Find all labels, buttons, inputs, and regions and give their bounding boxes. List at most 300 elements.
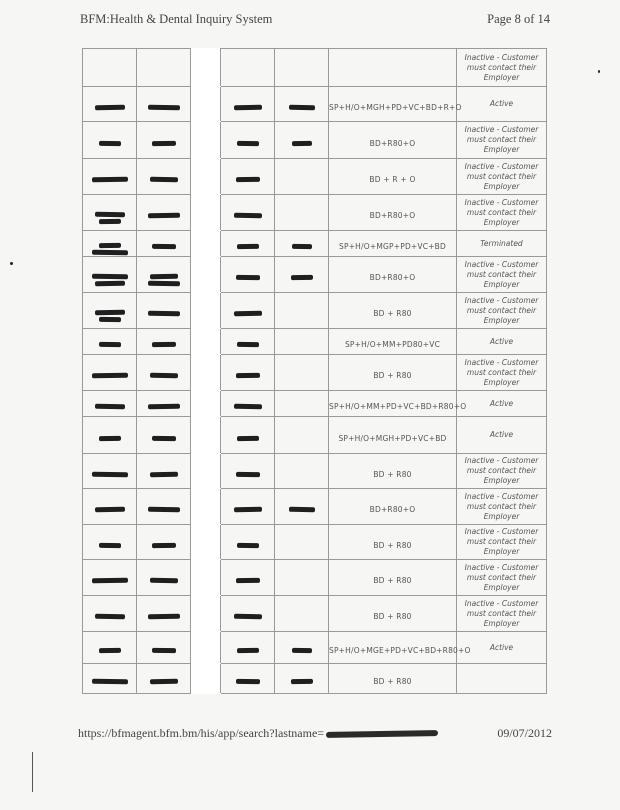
redaction-group	[236, 373, 260, 378]
table-cell	[137, 257, 191, 293]
table-cell	[137, 195, 191, 231]
table-row	[83, 231, 547, 257]
redaction-mark	[94, 507, 124, 513]
redaction-group	[236, 177, 260, 182]
redaction-mark	[147, 280, 179, 286]
table-cell	[275, 355, 329, 391]
table-cell	[221, 391, 275, 417]
redaction-mark	[98, 218, 120, 223]
blank-column-cell	[191, 49, 221, 87]
plan-code: SP+H/O+MM+PD80+VC	[344, 340, 441, 349]
plan-cell	[329, 355, 457, 391]
blank-column-cell	[191, 391, 221, 417]
status-text: Inactive - Customer must contact their Employer	[464, 52, 539, 82]
redaction-mark	[233, 404, 261, 409]
redaction-group	[92, 243, 128, 255]
table-cell	[275, 257, 329, 293]
redaction-mark	[147, 213, 179, 219]
table-cell	[83, 355, 137, 391]
redaction-mark	[94, 309, 124, 315]
redaction-mark	[98, 342, 120, 347]
status-text: Inactive - Customer must contact their Employer	[464, 125, 539, 154]
redaction-mark	[151, 648, 175, 653]
table-cell	[221, 122, 275, 159]
table-cell	[275, 293, 329, 329]
redaction-mark	[235, 275, 259, 280]
redaction-group	[291, 679, 313, 684]
table-cell	[137, 560, 191, 596]
redaction-group	[92, 373, 128, 378]
table-cell	[137, 664, 191, 694]
redaction-group	[237, 141, 259, 146]
page-header	[80, 12, 550, 27]
plan-cell	[329, 596, 457, 632]
redaction-group	[236, 679, 260, 684]
redaction-group	[148, 614, 180, 619]
plan-code: SP+H/O+MM+PD+VC+BD+R80+O	[329, 402, 467, 411]
status-cell	[457, 632, 547, 664]
plan-code: BD+R80+O	[369, 138, 416, 148]
table-cell	[275, 231, 329, 257]
blank-column-cell	[191, 329, 221, 355]
redaction-mark	[91, 679, 127, 685]
plan-code: BD+R80+O	[369, 211, 416, 220]
redaction-mark	[233, 614, 261, 619]
redaction-mark	[288, 104, 314, 109]
table-cell	[221, 293, 275, 329]
redaction-group	[236, 472, 260, 477]
table-row	[83, 391, 547, 417]
table-cell	[221, 159, 275, 195]
redaction-mark	[98, 648, 120, 653]
redaction-mark	[147, 104, 179, 110]
plan-code: SP+H/O+MGH+PD+VC+BD	[338, 433, 447, 443]
table-cell	[83, 293, 137, 329]
redaction-mark	[147, 311, 179, 317]
table-cell	[83, 596, 137, 632]
status-cell	[457, 596, 547, 632]
redaction-mark	[98, 542, 120, 547]
redaction-group	[150, 373, 178, 378]
redaction-mark	[290, 275, 312, 280]
status-text: Active	[489, 642, 514, 652]
table-cell	[275, 87, 329, 122]
page-footer	[78, 726, 552, 741]
redaction-group	[92, 472, 128, 477]
plan-code: BD + R80	[373, 469, 412, 479]
status-cell	[457, 87, 547, 122]
table-cell	[83, 417, 137, 454]
plan-cell	[329, 87, 462, 122]
plan-code: BD+R80+O	[369, 505, 416, 514]
table-row	[83, 596, 547, 632]
table-cell	[83, 664, 137, 694]
table-cell	[221, 417, 275, 454]
table-cell	[221, 329, 275, 355]
status-cell	[457, 159, 547, 195]
redaction-mark	[98, 140, 120, 145]
table-row	[83, 122, 547, 159]
table-cell	[137, 632, 191, 664]
redaction-mark	[233, 311, 261, 316]
redaction-group	[236, 578, 260, 583]
table-cell	[83, 87, 137, 122]
redaction-group	[99, 141, 121, 146]
table-cell	[83, 159, 137, 195]
status-text: Inactive - Customer must contact their Employer	[464, 598, 539, 628]
redaction-group	[234, 614, 262, 619]
redaction-group	[234, 105, 262, 110]
blank-column-cell	[191, 159, 221, 195]
table-cell	[137, 159, 191, 195]
plan-cell	[329, 49, 457, 87]
redaction-group	[92, 177, 128, 182]
table-cell	[221, 231, 275, 257]
redaction-group	[291, 275, 313, 280]
redaction-group	[152, 543, 176, 548]
plan-code: BD + R80	[373, 576, 412, 585]
redaction-group	[289, 507, 315, 512]
redaction-mark	[151, 140, 175, 145]
plan-cell	[329, 454, 457, 489]
status-text: Inactive - Customer must contact their Employer	[464, 197, 539, 227]
blank-column-cell	[191, 87, 221, 122]
blank-column-cell	[191, 596, 221, 632]
redaction-group	[234, 404, 262, 409]
redaction-group	[150, 177, 178, 182]
redaction-group	[292, 141, 312, 146]
table-cell	[275, 632, 329, 664]
table-row	[83, 293, 547, 329]
redaction-mark	[98, 316, 120, 321]
table-cell	[221, 454, 275, 489]
redaction-group	[292, 648, 312, 653]
plan-cell	[329, 664, 457, 694]
status-cell	[457, 560, 547, 596]
footer-url[interactable]: https://bfmagent.bfm.bm/his/app/search?lastname=	[78, 726, 325, 740]
table-cell	[275, 489, 329, 525]
table-row	[83, 632, 547, 664]
redaction-group	[150, 679, 178, 684]
redaction-mark	[235, 679, 259, 684]
table-cell	[137, 231, 191, 257]
redaction-group	[237, 648, 259, 653]
redaction-mark	[235, 578, 259, 583]
plan-cell	[329, 560, 457, 596]
redaction-mark	[235, 471, 259, 476]
redaction-group	[148, 311, 180, 316]
plan-code: BD + R80	[373, 540, 412, 550]
table-cell	[275, 195, 329, 231]
redaction-group	[152, 141, 176, 146]
table-cell	[83, 49, 137, 87]
plan-code: SP+H/O+MGH+PD+VC+BD+R+O	[329, 102, 462, 112]
redaction-group	[92, 274, 128, 286]
redaction-mark	[94, 211, 124, 217]
redaction-group	[234, 311, 262, 316]
table-cell	[221, 489, 275, 525]
redaction-mark	[91, 177, 127, 183]
blank-column-cell	[191, 489, 221, 525]
status-text: Inactive - Customer must contact their Employer	[464, 161, 539, 191]
redaction-group	[95, 105, 125, 110]
plan-code: BD + R80	[373, 371, 412, 380]
table-cell	[275, 391, 329, 417]
table-cell	[221, 195, 275, 231]
redaction-group	[148, 404, 180, 409]
plan-cell	[329, 525, 457, 560]
table-row	[83, 489, 547, 525]
redaction-mark	[236, 542, 258, 547]
status-text: Inactive - Customer must contact their Employer	[464, 295, 539, 325]
redaction-group	[148, 105, 180, 110]
table-cell	[221, 664, 275, 694]
status-text: Active	[489, 398, 514, 408]
redaction-mark	[151, 342, 175, 347]
redaction-group	[237, 436, 259, 441]
table-cell	[137, 417, 191, 454]
redaction-mark	[235, 177, 259, 182]
redaction-mark	[98, 242, 120, 247]
redaction-group	[289, 105, 315, 110]
table-cell	[137, 596, 191, 632]
redaction-group	[292, 244, 312, 249]
table-cell	[137, 293, 191, 329]
redaction-mark	[151, 244, 175, 249]
status-text: Inactive - Customer must contact their Employer	[464, 456, 539, 485]
redaction-mark	[149, 373, 177, 378]
table-cell	[137, 525, 191, 560]
redaction-mark	[235, 373, 259, 378]
status-text: Inactive - Customer must contact their Employer	[464, 527, 539, 556]
plan-code: SP+H/O+MGE+PD+VC+BD+R80+O	[329, 646, 471, 655]
table-cell	[83, 231, 137, 257]
redaction-group	[234, 213, 262, 218]
table-cell	[221, 632, 275, 664]
redaction-mark	[91, 273, 127, 279]
redaction-group	[150, 578, 178, 583]
table-row	[83, 87, 547, 122]
redaction-mark	[94, 280, 124, 286]
plan-cell	[329, 122, 457, 159]
scan-speck	[598, 70, 600, 73]
plan-cell	[329, 632, 471, 664]
document-title: BFM:Health & Dental Inquiry System	[80, 12, 273, 26]
redaction-group	[95, 404, 125, 409]
redaction-group	[236, 275, 260, 280]
table-cell	[137, 391, 191, 417]
redaction-mark	[147, 614, 179, 620]
table-cell	[275, 454, 329, 489]
redaction-mark	[98, 435, 120, 440]
redaction-mark	[147, 404, 179, 410]
status-text: Active	[489, 336, 514, 346]
blank-column-cell	[191, 231, 221, 257]
status-text: Inactive - Customer must contact their Employer	[464, 562, 539, 592]
redaction-group	[92, 578, 128, 583]
blank-column-cell	[191, 560, 221, 596]
status-text: Inactive - Customer must contact their Employer	[464, 357, 539, 387]
redaction-mark	[91, 373, 127, 379]
redaction-group	[152, 244, 176, 249]
blank-column-cell	[191, 122, 221, 159]
blank-column-cell	[191, 195, 221, 231]
status-text: Active	[489, 99, 514, 108]
redaction-mark	[291, 244, 311, 249]
blank-column-cell	[191, 664, 221, 694]
status-cell	[457, 525, 547, 560]
plan-cell	[329, 159, 457, 195]
scan-margin-line	[32, 752, 33, 792]
table-cell	[83, 489, 137, 525]
redaction-mark	[94, 404, 124, 410]
redaction-mark	[149, 471, 177, 476]
status-text: Terminated	[480, 238, 523, 248]
status-cell	[457, 417, 547, 454]
redaction-mark	[91, 471, 127, 477]
plan-cell	[329, 293, 457, 329]
plan-code: BD + R80	[373, 677, 412, 686]
table-cell	[137, 329, 191, 355]
table-row	[83, 195, 547, 231]
table-cell	[137, 355, 191, 391]
table-row	[83, 257, 547, 293]
redaction-group	[152, 648, 176, 653]
table-cell	[137, 122, 191, 159]
table-cell	[275, 329, 329, 355]
table-cell	[83, 195, 137, 231]
table-row	[83, 525, 547, 560]
status-cell	[457, 329, 547, 355]
redaction-mark	[288, 507, 314, 512]
table-cell	[83, 454, 137, 489]
status-cell	[457, 195, 547, 231]
table-cell	[83, 560, 137, 596]
table-row	[83, 49, 547, 87]
table-cell	[221, 355, 275, 391]
redaction-group	[99, 648, 121, 653]
plan-cell	[329, 417, 457, 454]
status-text: Active	[489, 430, 514, 439]
status-cell	[457, 257, 547, 293]
redaction-mark	[91, 249, 127, 255]
table-cell	[137, 489, 191, 525]
plan-code: BD + R + O	[369, 175, 416, 184]
table-cell	[275, 417, 329, 454]
redaction-group	[92, 679, 128, 684]
member-table	[82, 48, 547, 694]
redaction-mark	[236, 648, 258, 653]
blank-column-cell	[191, 525, 221, 560]
table-cell	[275, 122, 329, 159]
table-cell	[221, 49, 275, 87]
plan-cell	[329, 329, 457, 355]
redaction-group	[95, 212, 125, 224]
footer-date: 09/07/2012	[497, 726, 552, 740]
status-cell	[457, 49, 547, 87]
blank-column-cell	[191, 257, 221, 293]
status-cell	[457, 489, 547, 525]
plan-cell	[329, 195, 457, 231]
redaction-mark	[149, 578, 177, 583]
redaction-group	[148, 213, 180, 218]
table-row	[83, 417, 547, 454]
blank-column-cell	[191, 454, 221, 489]
redaction-group	[95, 310, 125, 322]
redaction-group	[148, 507, 180, 512]
table-cell	[137, 49, 191, 87]
plan-code: BD + R80	[373, 309, 412, 318]
redaction-group	[99, 543, 121, 548]
plan-cell	[329, 489, 457, 525]
redaction-group	[150, 472, 178, 477]
redaction-mark	[151, 542, 175, 547]
redaction-mark	[233, 104, 261, 109]
plan-code: BD+R80+O	[369, 273, 416, 282]
redaction-mark	[149, 177, 177, 182]
blank-column-cell	[191, 632, 221, 664]
redaction-mark	[236, 342, 258, 347]
scan-speck	[10, 262, 13, 265]
table-cell	[275, 525, 329, 560]
status-cell	[457, 391, 547, 417]
redaction-group	[99, 436, 121, 441]
plan-code: SP+H/O+MGP+PD+VC+BD	[339, 242, 446, 251]
table-cell	[83, 391, 137, 417]
redaction-mark	[149, 273, 177, 278]
table-cell	[275, 664, 329, 694]
blank-column-cell	[191, 417, 221, 454]
redaction-group	[237, 244, 259, 249]
redaction-mark	[233, 213, 261, 218]
table-cell	[275, 596, 329, 632]
redaction-mark	[291, 648, 311, 653]
blank-column-cell	[191, 355, 221, 391]
redaction-mark	[233, 507, 261, 512]
table-cell	[137, 454, 191, 489]
table-cell	[221, 596, 275, 632]
table-cell	[83, 525, 137, 560]
redaction-group	[95, 614, 125, 619]
table-cell	[275, 560, 329, 596]
table-cell	[83, 632, 137, 664]
redaction-mark	[149, 679, 177, 684]
status-cell	[457, 355, 547, 391]
redaction-group	[237, 543, 259, 548]
footer-url-wrap	[78, 726, 438, 741]
table-row	[83, 560, 547, 596]
plan-code: BD + R80	[373, 612, 412, 621]
table-cell	[83, 257, 137, 293]
redaction-group	[234, 507, 262, 512]
table-cell	[83, 122, 137, 159]
table-cell	[275, 159, 329, 195]
plan-cell	[329, 231, 457, 257]
redaction-mark	[236, 140, 258, 145]
table-row	[83, 329, 547, 355]
redaction-mark	[326, 730, 438, 738]
redaction-group	[237, 342, 259, 347]
redaction-group	[95, 507, 125, 512]
redaction-mark	[151, 435, 175, 440]
redaction-mark	[291, 140, 311, 145]
table-cell	[221, 257, 275, 293]
redaction-mark	[147, 507, 179, 513]
table-row	[83, 454, 547, 489]
status-text: Inactive - Customer must contact their Employer	[464, 259, 539, 289]
table-cell	[221, 560, 275, 596]
plan-cell	[329, 391, 467, 417]
